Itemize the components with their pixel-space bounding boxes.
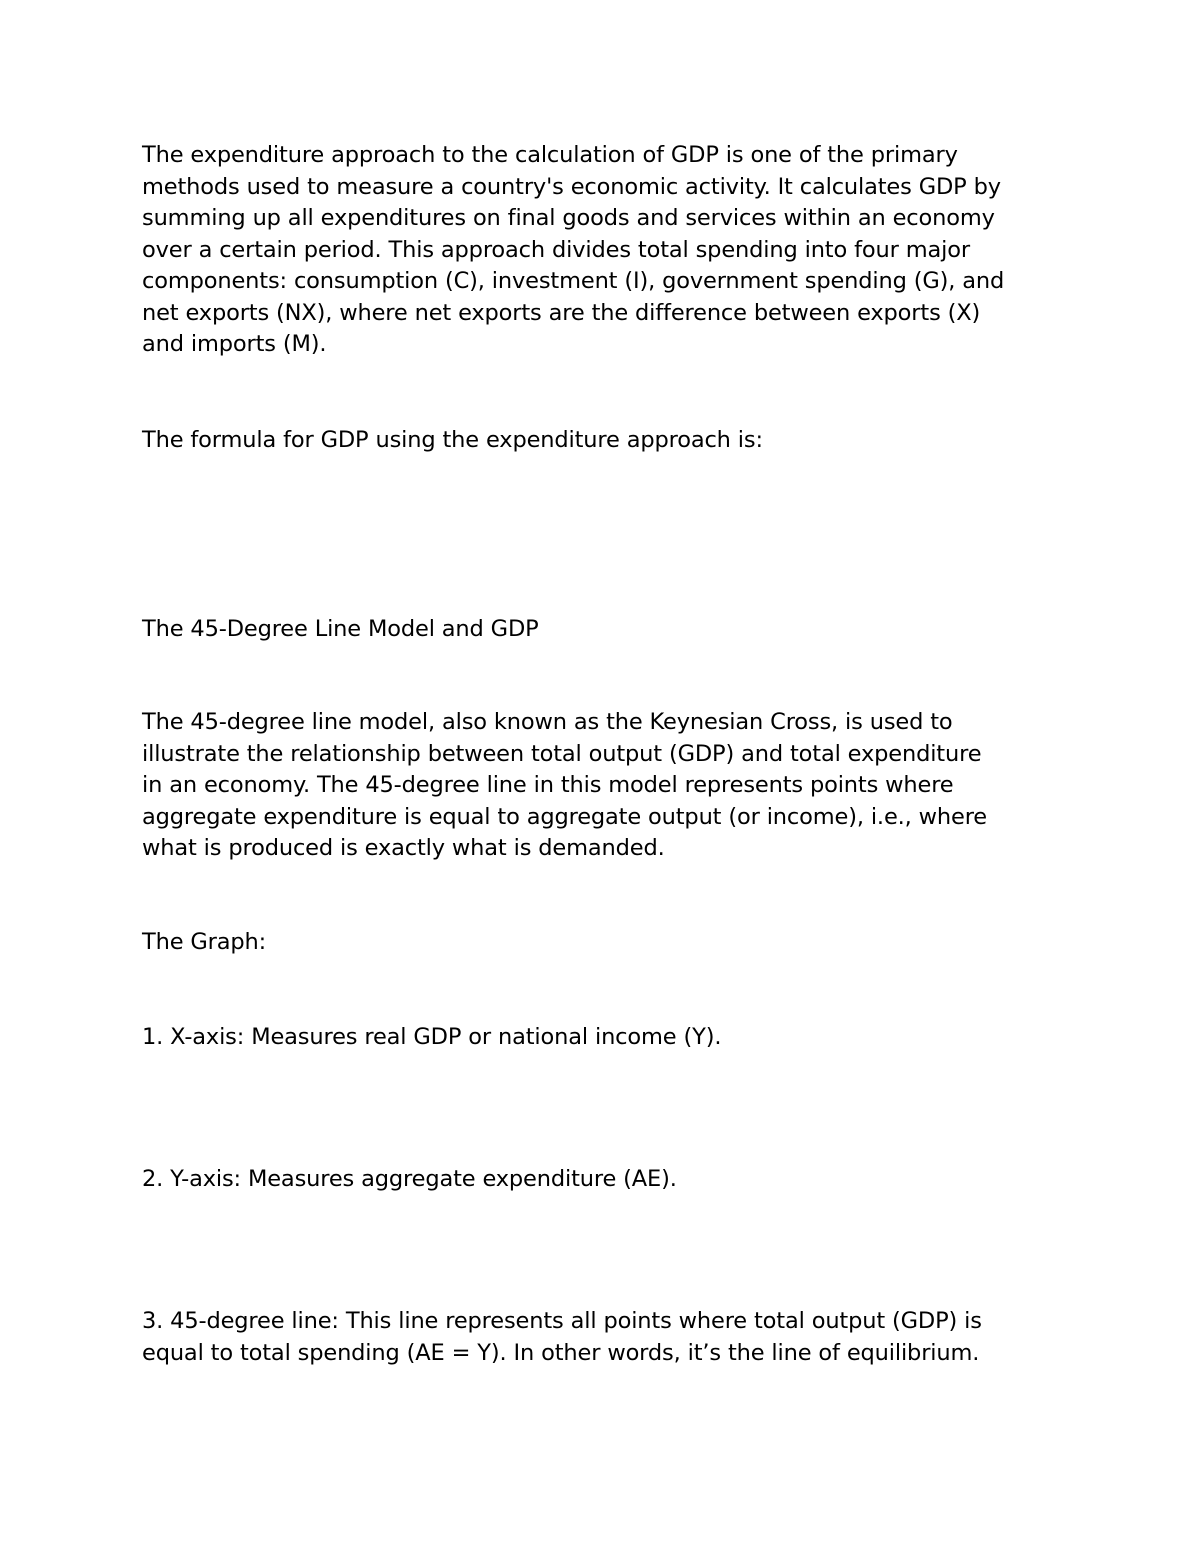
formula-intro: The formula for GDP using the expenditure approach is:: [142, 427, 763, 453]
intro-line: methods used to measure a country's economic activity. It calculates GDP by: [142, 173, 1001, 200]
intro-line: The expenditure approach to the calculation of GDP is one of the primary: [142, 142, 958, 168]
intro-line: net exports (NX), where net exports are the difference between exports (X): [142, 299, 981, 326]
graph-heading: The Graph:: [142, 929, 267, 955]
model-paragraph: [142, 707, 1082, 865]
intro-line: over a certain period. This approach divides total spending into four major: [142, 236, 970, 263]
model-line: The 45-degree line model, also known as the Keynesian Cross, is used to: [142, 709, 953, 735]
graph-item-1: 1. X-axis: Measures real GDP or national income (Y).: [142, 1024, 722, 1050]
intro-line: components: consumption (C), investment (I), government spending (G), and: [142, 268, 1005, 294]
model-line: illustrate the relationship between total output (GDP) and total expenditure: [142, 740, 982, 767]
intro-paragraph: [142, 140, 1082, 361]
graph-item-3: 3. 45-degree line: This line represents all points where total output (GDP) is equal to total spending (AE = Y). In other words, it’s the line of equilibrium.: [142, 1308, 982, 1366]
model-line: in an economy. The 45-degree line in this model represents points where: [142, 772, 954, 798]
graph-item-2: 2. Y-axis: Measures aggregate expenditure (AE).: [142, 1166, 677, 1192]
intro-line: summing up all expenditures on final goods and services within an economy: [142, 205, 995, 231]
model-line: what is produced is exactly what is demanded.: [142, 835, 665, 861]
intro-line: and imports (M).: [142, 331, 327, 357]
model-line: aggregate expenditure is equal to aggregate output (or income), i.e., where: [142, 803, 987, 830]
section-heading: The 45-Degree Line Model and GDP: [142, 616, 539, 642]
